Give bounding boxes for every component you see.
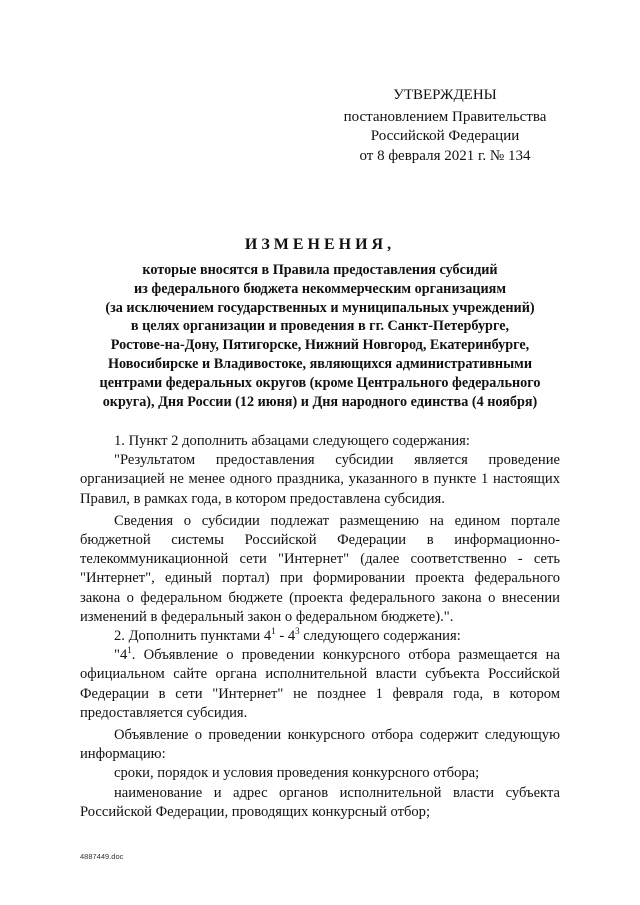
subtitle-line: Ростове-на-Дону, Пятигорске, Нижний Новгород, Екатеринбурге, xyxy=(110,337,530,354)
approval-block xyxy=(330,86,560,166)
paragraph-6: Объявление о проведении конкурсного отбора содержит следующую информацию: xyxy=(80,727,560,763)
document-subtitle xyxy=(60,261,580,411)
paragraph-4 xyxy=(80,627,560,646)
subtitle-line: (за исключением государственных и муниципальных учреждений) xyxy=(105,299,535,316)
paragraph-5-text: "4 xyxy=(114,647,128,664)
subtitle-line: которые вносятся в Правила предоставления субсидий xyxy=(142,262,498,278)
document-title: ИЗМЕНЕНИЯ, xyxy=(244,236,396,253)
approval-line-2: Российской Федерации xyxy=(370,128,520,144)
subtitle-line: из федерального бюджета некоммерческим организациям xyxy=(134,280,506,297)
document-body xyxy=(80,432,560,822)
paragraph-4-text: следующего содержания: xyxy=(299,628,461,645)
file-reference: 4887449.doc xyxy=(80,852,124,861)
paragraph-8: наименование и адрес органов исполнительной власти субъекта Российской Федерации, проводящих конкурсный отбор; xyxy=(80,784,560,820)
paragraph-2: "Результатом предоставления субсидии является проведение организацией не менее одного праздника, указанного в пункте 1 настоящих Правил, в рамках года, в котором предоставлена субсидия. xyxy=(80,452,560,507)
paragraph-4-text: 2. Дополнить пунктами 4 xyxy=(114,628,272,645)
subtitle-line: округа), Дня России (12 июня) и Дня народного единства (4 ноября) xyxy=(102,393,538,410)
approval-title: УТВЕРЖДЕНЫ xyxy=(393,87,497,103)
paragraph-7: сроки, порядок и условия проведения конкурсного отбора; xyxy=(114,765,480,782)
subtitle-line: в целях организации и проведения в гг. Санкт-Петербурге, xyxy=(130,318,510,335)
paragraph-1: 1. Пункт 2 дополнить абзацами следующего содержания: xyxy=(114,433,470,449)
superscript: 1 xyxy=(271,626,276,637)
subtitle-line: Новосибирске и Владивостоке, являющихся административными xyxy=(107,355,533,372)
paragraph-5-text: . Объявление о проведении конкурсного отбора размещается на официальном сайте органа исполнительной власти субъекта Российской Федерации в сети "Интернет" не позднее 1 февраля года, в котором предоставляется субсидия. xyxy=(80,647,560,721)
approval-line-3: от 8 февраля 2021 г. № 134 xyxy=(359,147,531,164)
paragraph-4-text: - 4 xyxy=(275,628,296,645)
paragraph-5 xyxy=(80,646,560,723)
approval-line-1: постановлением Правительства xyxy=(343,108,547,125)
subtitle-line: центрами федеральных округов (кроме Центрального федерального xyxy=(99,374,541,391)
superscript: 1 xyxy=(127,645,132,656)
superscript: 3 xyxy=(295,626,300,637)
paragraph-3: Сведения о субсидии подлежат размещению на едином портале бюджетной системы Российской Федерации в информационно-телекоммуникационной сети "Интернет" (далее соответственно - сеть "Интернет", единый портал) при формировании проекта федерального закона о федеральном бюджете (проекта федерального закона о внесении изменений в федеральный закон о федеральном бюджете).". xyxy=(80,512,560,625)
